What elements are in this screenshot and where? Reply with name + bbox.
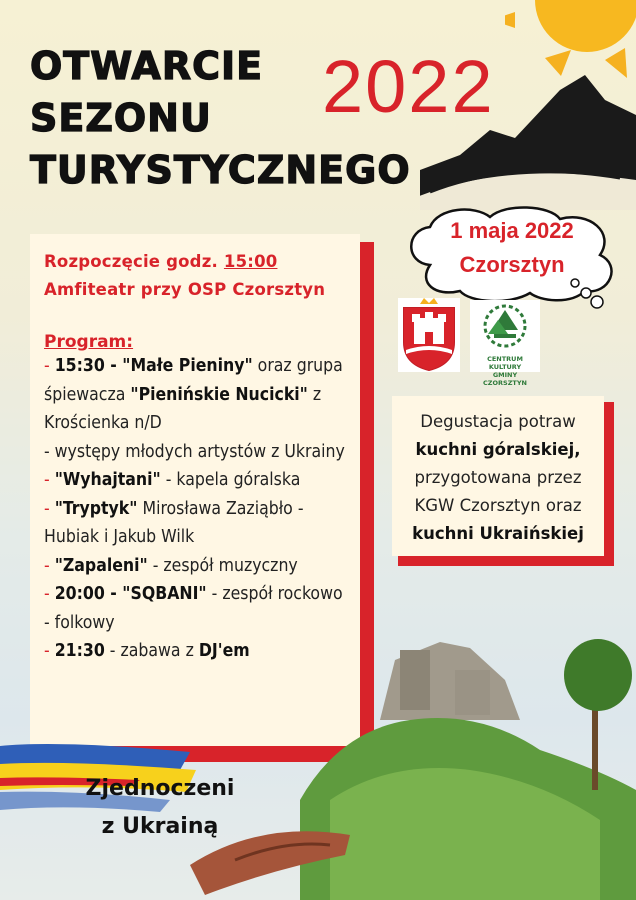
dash-bullet: -	[44, 555, 55, 576]
dash-bullet: -	[44, 470, 55, 490]
dash-bullet: -	[44, 584, 55, 604]
item-time: 15:30 -	[54, 356, 123, 376]
event-place: Czorsztyn	[459, 252, 565, 277]
title-line-3: TURYSTYCZNEGO	[30, 148, 411, 192]
tasting-line: kuchni Ukraińskiej	[412, 524, 584, 543]
program-item	[44, 552, 346, 581]
program-list	[44, 352, 346, 666]
unity-line-1: Zjednoczeni	[85, 776, 235, 801]
tasting-line: kuchni góralskiej,	[415, 440, 581, 459]
item-name: "Tryptyk"	[54, 498, 138, 519]
venue-location: Amfiteatr przy OSP Czorsztyn	[44, 280, 326, 299]
start-time: 15:00	[223, 252, 278, 271]
item-desc: - kapela góralska	[160, 470, 301, 490]
culture-center-logo	[470, 300, 540, 387]
title-line-2: SEZONU	[30, 96, 212, 140]
program-item	[44, 352, 346, 438]
dash-bullet: -	[44, 641, 55, 661]
item-name: "Małe Pieniny"	[122, 356, 253, 376]
crest-logo	[398, 298, 460, 372]
culture-center-line1: CENTRUM KULTURY	[487, 355, 523, 371]
program-heading: Program:	[44, 332, 134, 352]
item-desc: - zabawa z	[104, 641, 199, 661]
item-time: 21:30	[54, 641, 105, 661]
tasting-line: KGW Czorsztyn oraz	[414, 496, 582, 515]
event-year: 2022	[322, 45, 495, 128]
culture-center-line2: GMINY CZORSZTYN	[483, 371, 527, 387]
start-prefix: Rozpoczęcie godz.	[44, 252, 224, 271]
program-item	[44, 495, 346, 552]
event-date: 1 maja 2022	[450, 218, 574, 243]
unity-line-2: z Ukrainą	[101, 814, 219, 839]
item-name: DJ'em	[198, 641, 250, 661]
title-line-1: OTWARCIE	[30, 44, 264, 88]
dash-bullet: -	[44, 498, 55, 519]
tasting-line: Degustacja potraw	[420, 412, 576, 431]
item-desc: oraz grupa śpiewacza	[44, 356, 343, 405]
item-time: 20:00 -	[54, 584, 123, 604]
culture-center-emblem	[470, 300, 540, 350]
unity-slogan	[20, 770, 300, 846]
start-time-line	[44, 248, 346, 276]
item-name: "SQBANI"	[122, 584, 207, 604]
item-name: "Zapaleni"	[54, 555, 148, 576]
dash-bullet: -	[44, 356, 55, 376]
item-name: "Wyhajtani"	[54, 470, 161, 490]
cloud-text	[412, 214, 612, 282]
item-desc: z Krościenka n/D	[44, 384, 322, 433]
tasting-card	[392, 396, 604, 556]
program-item	[44, 466, 346, 495]
program-item: - występy młodych artystów z Ukrainy	[44, 441, 345, 462]
tasting-line: przygotowana przez	[414, 468, 582, 487]
item-desc: - zespół muzyczny	[147, 555, 298, 576]
item-name: "Pienińskie Nucicki"	[130, 384, 308, 405]
item-desc: - zespół rockowo - folkowy	[44, 584, 343, 633]
item-desc: Mirosława Zaziąbło - Hubiak i Jakub Wilk	[44, 498, 304, 547]
